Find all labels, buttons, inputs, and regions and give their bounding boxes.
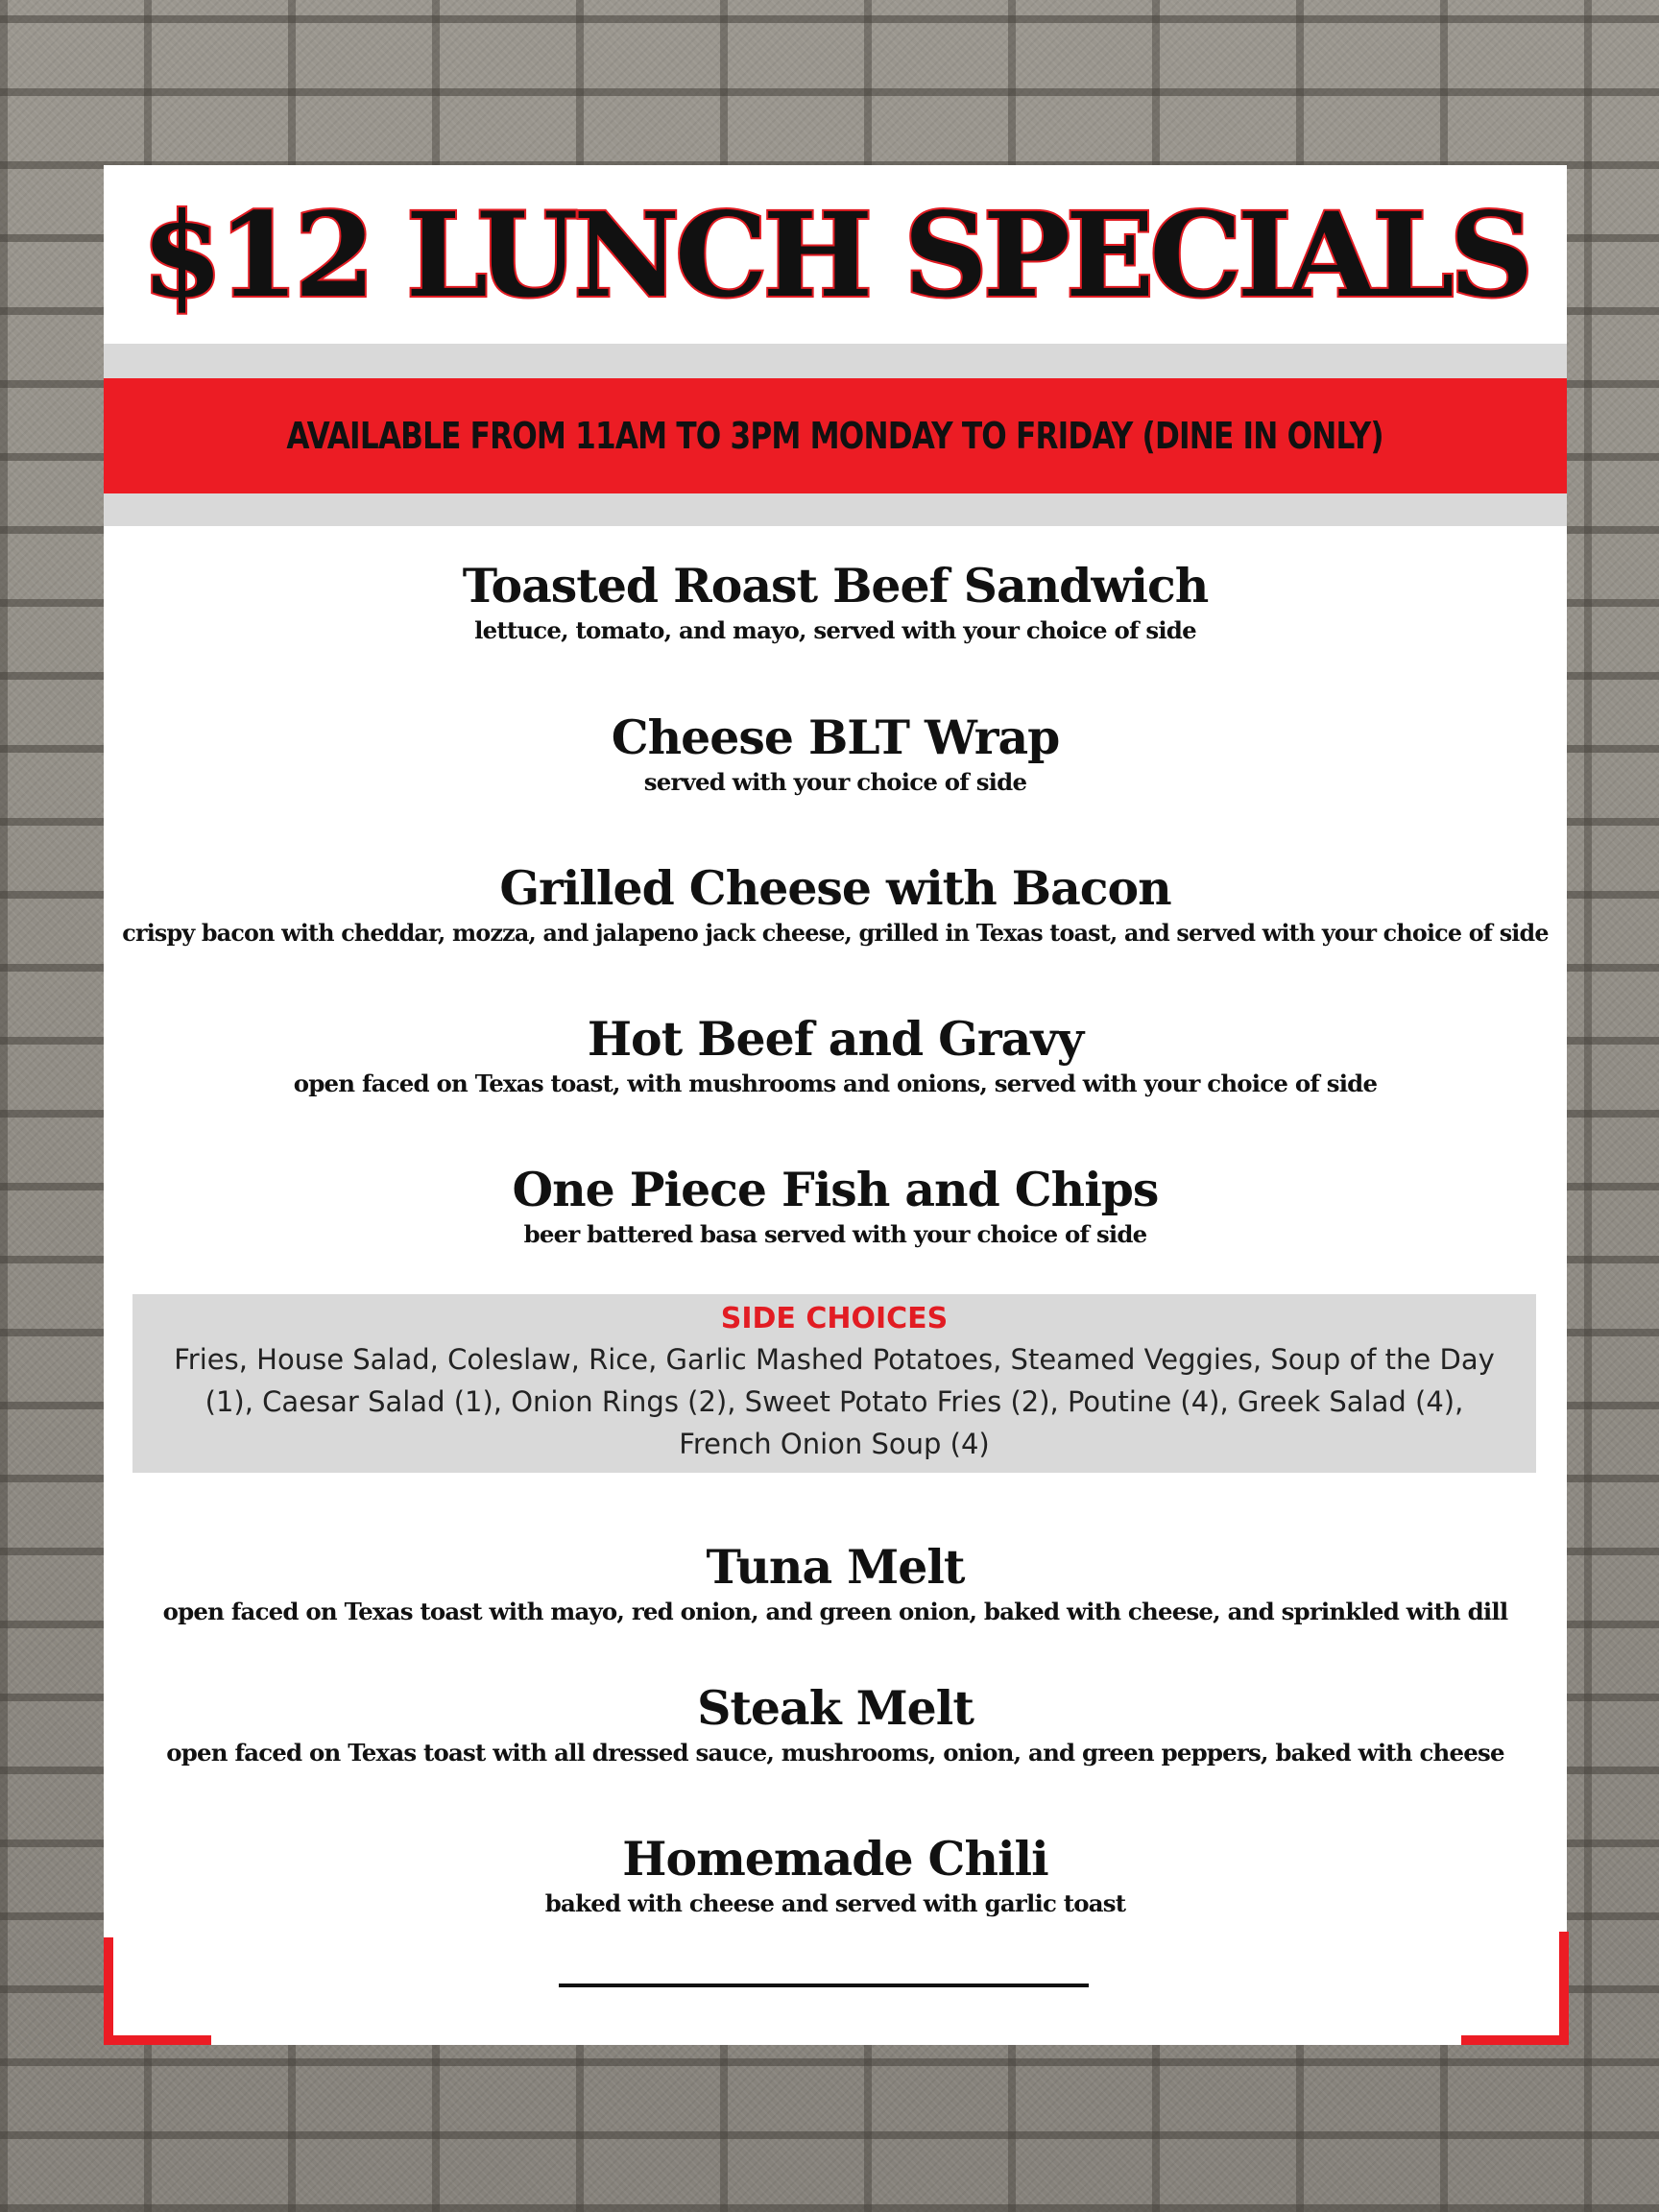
availability-text: AVAILABLE FROM 11AM TO 3PM MONDAY TO FRIDAY (DINE IN ONLY) [286,415,1384,457]
menu-item-fish-and-chips [104,1161,1567,1251]
menu-item-name: Toasted Roast Beef Sandwich [462,558,1209,613]
menu-card [104,165,1567,2045]
menu-item-name: Cheese BLT Wrap [611,709,1060,765]
menu-item-hot-beef-gravy [104,1010,1567,1100]
menu-item-name: Hot Beef and Gravy [587,1011,1084,1067]
side-choices-list: Fries, House Salad, Coleslaw, Rice, Garlic Mashed Potatoes, Steamed Veggies, Soup of the Day (1), Caesar Salad (1), Onion Rings (2), Sweet Potato Fries (2), Poutine (4), Greek Salad (4), French Onion Soup (4) [174,1343,1495,1460]
menu-item-grilled-cheese-bacon [104,859,1567,950]
menu-item-description: open faced on Texas toast, with mushrooms and onions, served with your choice of side [293,1070,1378,1097]
menu-item-description: lettuce, tomato, and mayo, served with your choice of side [474,616,1196,644]
menu-item-name: Grilled Cheese with Bacon [499,860,1171,916]
corner-bracket-right [1461,1932,1569,2045]
bottom-divider [559,1984,1089,1987]
menu-item-homemade-chili [104,1830,1567,1920]
menu-item-cheese-blt-wrap [104,709,1567,799]
availability-banner [104,378,1567,493]
menu-item-description: baked with cheese and served with garlic toast [544,1889,1126,1917]
menu-item-name: Homemade Chili [622,1831,1048,1887]
menu-item-tuna-melt [104,1538,1567,1628]
menu-item-description: open faced on Texas toast with mayo, red onion, and green onion, baked with cheese, and sprinkled with dill [162,1598,1508,1625]
side-choices-box [132,1294,1536,1473]
menu-item-description: served with your choice of side [643,768,1027,796]
menu-item-name: Tuna Melt [706,1539,965,1595]
menu-item-roast-beef-sandwich [104,557,1567,647]
menu-item-name: Steak Melt [697,1680,974,1736]
side-choices-title: SIDE CHOICES [720,1302,949,1335]
menu-item-description: open faced on Texas toast with all dressed sauce, mushrooms, onion, and green peppers, baked with cheese [166,1739,1504,1767]
menu-title: $12 LUNCH SPECIALS [141,185,1529,324]
menu-item-description: crispy bacon with cheddar, mozza, and jalapeno jack cheese, grilled in Texas toast, and served with your choice of side [122,920,1549,947]
menu-item-name: One Piece Fish and Chips [512,1162,1159,1217]
menu-item-steak-melt [104,1679,1567,1769]
corner-bracket-left [104,1937,211,2045]
menu-item-description: beer battered basa served with your choice of side [523,1220,1147,1248]
